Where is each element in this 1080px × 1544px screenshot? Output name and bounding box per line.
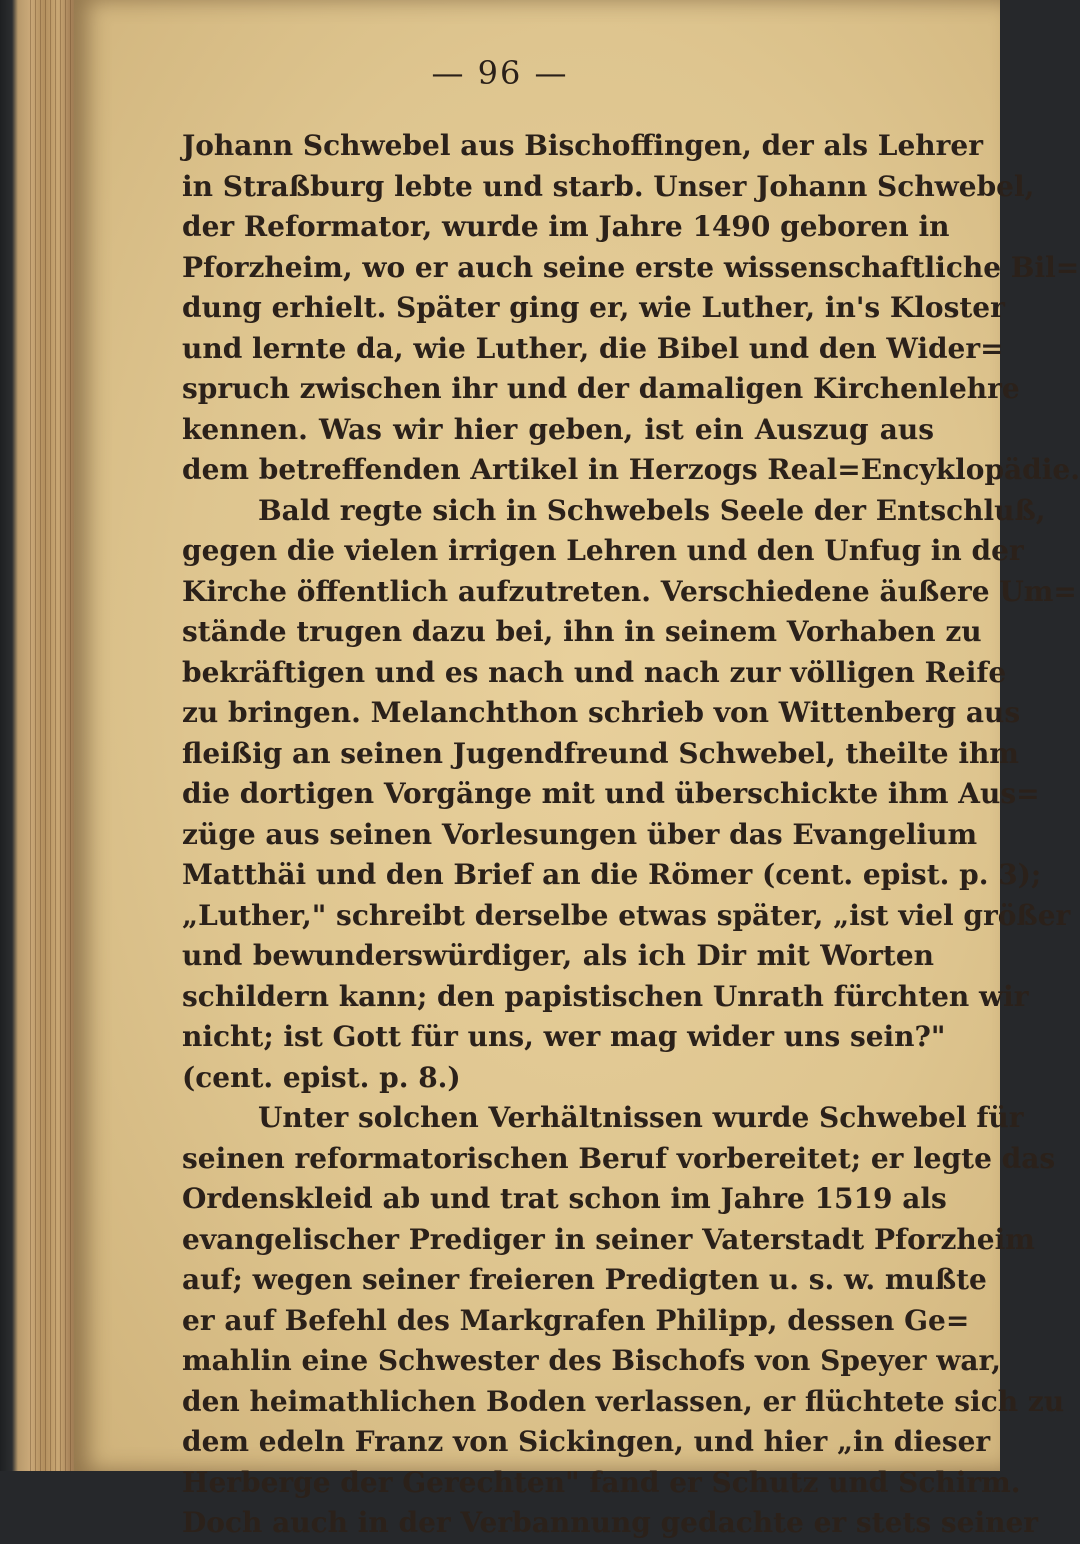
text-line: Kirche öffentlich aufzutreten. Verschiedene äußere Um= [182,574,1077,608]
text-line: stände trugen dazu bei, ihn in seinem Vorhaben zu [182,615,982,648]
text-line: in Straßburg lebte und starb. Unser Johann Schwebel, [182,169,1035,203]
text-line: Doch auch in der Verbannung gedachte er stets seiner [182,1506,1039,1539]
text-line: kennen. Was wir hier geben, ist ein Auszug aus [182,412,934,446]
text-line: seinen reformatorischen Beruf vorbereitet; er legte das [182,1141,1056,1175]
text-line: Johann Schwebel aus Bischoffingen, der als Lehrer [182,129,983,162]
text-line: auf; wegen seiner freieren Predigten u. s. w. mußte [182,1263,987,1296]
text-line: Bald regte sich in Schwebels Seele der Entschluß, [258,493,1046,527]
text-line: bekräftigen und es nach und nach zur völligen Reife [182,655,1007,689]
text-line: (cent. epist. p. 8.) [182,1060,461,1094]
text-line: evangelischer Prediger in seiner Vaterstadt Pforzheim [182,1222,1035,1256]
text-line: der Reformator, wurde im Jahre 1490 geboren in [182,210,950,243]
text-line: schildern kann; den papistischen Unrath fürchten wir [182,979,1029,1013]
body-text [182,126,1080,1544]
text-line: fleißig an seinen Jugendfreund Schwebel, theilte ihm [182,736,1019,770]
text-line: Matthäi und den Brief an die Römer (cent. epist. p. 3); [182,858,1042,891]
text-line: „Luther," schreibt derselbe etwas später, „ist viel größer [182,898,1071,932]
text-line: den heimathlichen Boden verlassen, er flüchtete sich zu [182,1384,1065,1418]
text-line: dung erhielt. Später ging er, wie Luther, in's Kloster [182,291,1005,324]
text-line: gegen die vielen irrigen Lehren und den Unfug in der [182,534,1024,567]
text-line: und bewunderswürdiger, als ich Dir mit Worten [182,939,934,972]
text-line: nicht; ist Gott für uns, wer mag wider uns sein?" [182,1020,946,1053]
text-line: mahlin eine Schwester des Bischofs von Speyer war, [182,1344,1001,1377]
text-line: spruch zwischen ihr und der damaligen Kirchenlehre [182,372,1020,405]
text-line: Unter solchen Verhältnissen wurde Schwebel für [258,1101,1024,1134]
text-line: züge aus seinen Vorlesungen über das Evangelium [182,817,978,851]
text-line: dem betreffenden Artikel in Herzogs Real=Encyklopädie. [182,453,1080,486]
page-stack-lines [30,0,76,1471]
text-line: und lernte da, wie Luther, die Bibel und den Wider= [182,331,1004,365]
text-line: er auf Befehl des Markgrafen Philipp, dessen Ge= [182,1303,970,1337]
text-line: dem edeln Franz von Sickingen, und hier „in dieser [182,1425,991,1458]
text-line: Herberge der Gerechten" fand er Schutz und Schirm. [182,1465,1021,1499]
text-line: Ordenskleid ab und trat schon im Jahre 1519 als [182,1182,947,1215]
page-number: — 96 — [431,54,569,92]
text-line: Pforzheim, wo er auch seine erste wissenschaftliche Bil= [182,250,1080,284]
text-line: zu bringen. Melanchthon schrieb von Wittenberg aus [182,696,1021,729]
text-line: die dortigen Vorgänge mit und überschickte ihm Aus= [182,777,1040,810]
